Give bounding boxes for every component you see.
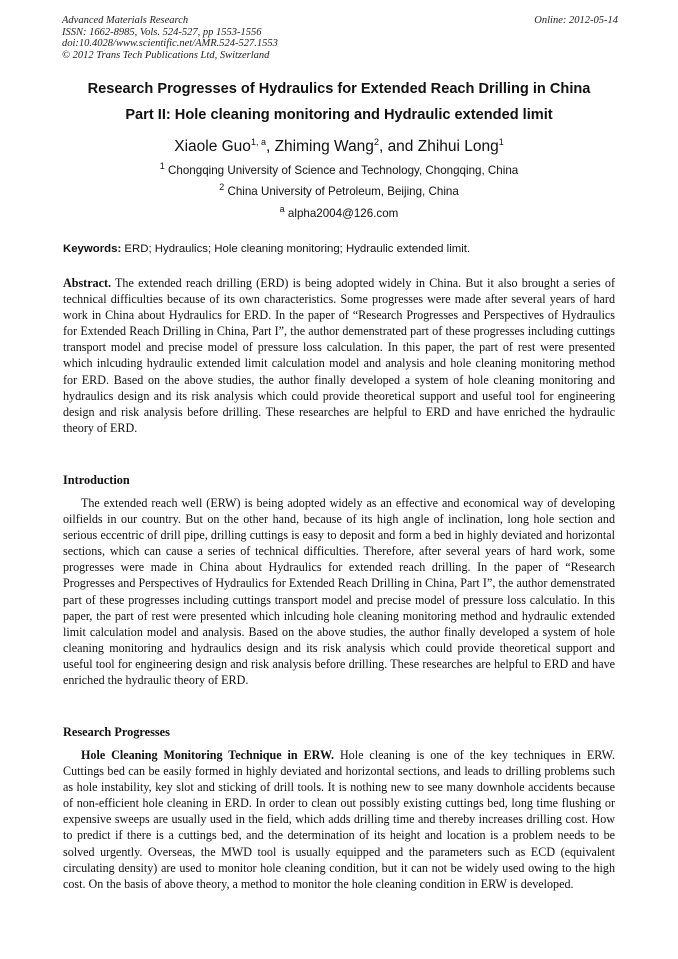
author-name: Zhihui Long [417, 138, 499, 155]
keywords-text: ERD; Hydraulics; Hole cleaning monitoring; Hydraulic extended limit. [124, 243, 471, 255]
abstract-label: Abstract. [63, 276, 112, 290]
online-date: Online: 2012-05-14 [534, 15, 618, 26]
affiliation [40, 161, 638, 177]
paper-title-line-2: Part II: Hole cleaning monitoring and Hydraulic extended limit [125, 107, 553, 123]
affiliation [40, 182, 638, 198]
abstract [63, 275, 615, 436]
author-separator: , and [378, 138, 418, 155]
introduction-paragraph: The extended reach well (ERW) is being adopted widely as an effective and economical way of developing oilfields in our country. But on the other hand, because of its high angle of inclination, long hole section and serious eccentric of drill pipe, drilling cuttings is easy to deposit and form a bed in highly deviated and horizontal sections, which can cause a series of technical difficulties. Therefore, after several years of hard work, some progresses were made in China about Hydraulics for extended reach drilling. In the paper of “Research Progresses and Perspectives of Hydraulics for Extended Reach Drilling in China, Part I”, the author demenstrated part of these progresses including cuttings transport model and precise model of pressure loss calculatio. In this paper, the part of rest were presented which inlcuding hole cleaning monitoring method and hydraulic extended limit calculation model and analysis. Based on the above studies, the author finally developed a system of hole cleaning monitoring and hydraulics design and its risk analysis which could provide theoretical support and useful tool for engineering design and risk analysis before drilling. These researches are helpful to ERD and have enriched the hydraulic theory of ERD. [63, 496, 615, 688]
affiliation-text: Chongqing University of Science and Technology, Chongqing, China [168, 164, 519, 177]
research-progresses-text: Hole cleaning is one of the key techniques in ERW. Cuttings bed can be easily formed in highly deviated and horizontal sections, and leads to drilling problems such as hole instability, key slot and sticking of drill tools. It is nothing new to see many downhole accidents because of non-efficient hole cleaning in ERD. In order to clean out possibly existing cuttings bed, long time flushing or expensive sweeps are usually used in the field, which adds drilling time and thereby increases drilling cost. How to predict if there is a cuttings bed, and the determination of its height and location is a problem needs to be solved urgently. Overseas, the MWD tool is usually equipped and the parameters such as ECD (equivalent circulating density) are used to monitor hole cleaning condition, but it can not be widely used owing to the high cost. On the basis of above theory, a method to monitor the hole cleaning condition in ERW is developed. [63, 748, 615, 891]
section-heading-research-progresses: Research Progresses [63, 725, 170, 739]
keywords [63, 243, 616, 255]
author-name: Xiaole Guo [174, 138, 251, 155]
research-progresses-paragraph [63, 747, 615, 892]
affiliation-mark: 1 [159, 161, 165, 172]
author-separator: , [265, 138, 275, 155]
author-affiliation-mark: 1, a [250, 136, 266, 147]
author-affiliation-mark: 2 [373, 136, 379, 147]
issn-line: ISSN: 1662-8985, Vols. 524-527, pp 1553-1556 [62, 26, 262, 38]
journal-name: Advanced Materials Research [62, 15, 189, 26]
keywords-label: Keywords: [63, 243, 122, 255]
affiliation-mark: a [279, 204, 285, 215]
author-affiliation-mark: 1 [498, 136, 504, 147]
doi-line: doi:10.4028/www.scientific.net/AMR.524-527.1553 [62, 38, 278, 49]
abstract-text: The extended reach drilling (ERD) is being adopted widely in China. But it also brought a series of technical difficulties because of its own characteristics. Some progresses were made after several years of hard work in China about Hydraulics for ERD. In the paper of “Research Progresses and Perspectives of Hydraulics for Extended Reach Drilling in China, Part I”, the author demenstrated part of these progresses including cuttings transport model and precise model of pressure loss calculation. In this paper, the part of rest were presented which inlcuding hydraulic extended limit calculation model and analysis and hole cleaning monitoring method for ERD. Based on the above studies, the author finally developed a system of hole cleaning monitoring and hydraulics design and its risk analysis which could provide theoretical support and useful tool for engineering design and risk analysis before drilling. These researches are helpful to ERD and have enriched the hydraulic theory of ERD. [63, 276, 616, 435]
subsection-lead: Hole Cleaning Monitoring Technique in ERW. [81, 748, 334, 762]
affiliation-mark: 2 [219, 182, 225, 193]
affiliation-text: China University of Petroleum, Beijing, China [227, 185, 459, 198]
journal-header [62, 15, 618, 61]
author-list [40, 138, 638, 156]
copyright-line: © 2012 Trans Tech Publications Ltd, Switzerland [62, 49, 270, 61]
affiliation-email [40, 204, 638, 220]
author-name: Zhiming Wang [274, 138, 374, 155]
section-heading-introduction: Introduction [63, 473, 130, 487]
email-address: alpha2004@126.com [287, 207, 399, 220]
paper-title-line-1: Research Progresses of Hydraulics for Extended Reach Drilling in China [87, 81, 591, 97]
